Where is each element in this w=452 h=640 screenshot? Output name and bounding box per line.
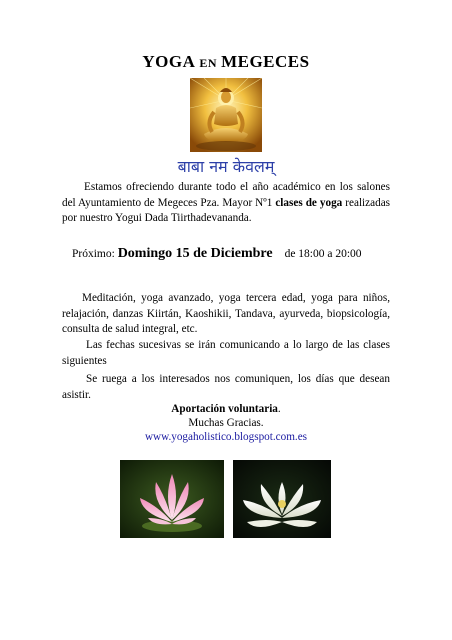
request-paragraph: Se ruega a los interesados nos comuniquen, los días que desean asistir. (62, 373, 390, 401)
website-link[interactable]: www.yogaholistico.blogspot.com.es (144, 431, 308, 443)
intro-text-1: Estamos ofreciendo durante todo el año académico en los salones del Ayuntamiento de Megeces Pza. Mayor Nº1 (62, 181, 390, 209)
intro-bold: clases de yoga (275, 196, 343, 209)
page-title (0, 52, 452, 72)
contribution-period: . (277, 403, 281, 415)
pink-lotus-image (120, 460, 224, 538)
next-session-date: Domingo 15 de Diciembre (117, 246, 273, 261)
activities-paragraph: Meditación, yoga avanzado, yoga tercera edad, yoga para niños, relajación, danzas Kiirtán, Kaoshikii, Tandava, ayurveda, biopsicología, consulta de salud integral, etc. (62, 292, 390, 335)
future-dates-paragraph: Las fechas sucesivas se irán comunicando a lo largo de las clases siguientes (62, 339, 390, 367)
white-lotus-image (233, 460, 331, 538)
title-en: EN (199, 56, 218, 70)
contribution-line (0, 403, 452, 415)
intro-text-2: realizadas por nuestro Yogui Dada Tiirthadevananda. (62, 196, 391, 224)
contribution-text: Aportación voluntaria (171, 403, 278, 415)
yogi-image (190, 78, 262, 152)
next-session (72, 246, 362, 262)
thanks-line: Muchas Gracias. (188, 417, 264, 429)
title-megeces: MEGECES (221, 52, 310, 71)
mantra-text: बाबा नम केवलम् (177, 157, 275, 176)
next-session-time: de 18:00 a 20:00 (284, 248, 362, 260)
next-session-label: Próximo: (72, 248, 118, 260)
title-yoga: YOGA (142, 52, 196, 71)
intro-paragraph (62, 180, 390, 227)
